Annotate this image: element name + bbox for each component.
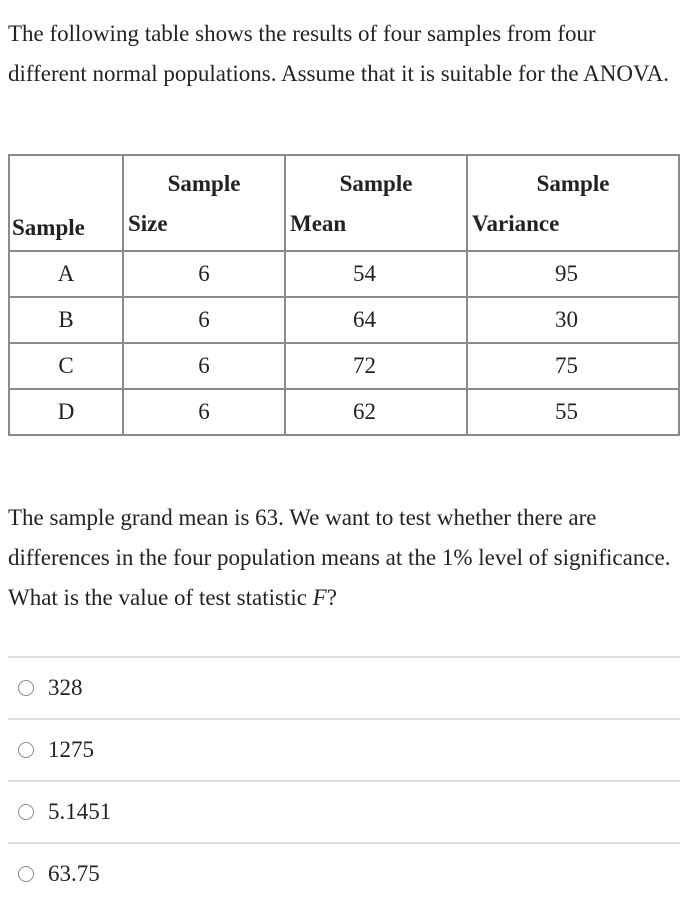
table-row	[9, 389, 679, 435]
table-row	[9, 251, 679, 297]
answer-choice-label: 328	[48, 675, 83, 700]
cell-size: 6	[123, 251, 285, 297]
cell-sample: C	[9, 343, 123, 389]
cell-variance: 75	[467, 343, 679, 389]
cell-sample: A	[9, 251, 123, 297]
table-row	[9, 343, 679, 389]
header-variance-line1: Sample	[536, 171, 610, 196]
table-header-row	[9, 155, 679, 251]
cell-variance: 95	[467, 251, 679, 297]
answer-choice[interactable]	[8, 842, 680, 904]
cell-variance: 30	[467, 297, 679, 343]
header-sample-size	[123, 155, 285, 251]
cell-size: 6	[123, 297, 285, 343]
answer-choice-label: 5.1451	[48, 799, 112, 824]
header-mean-line1: Sample	[339, 171, 413, 196]
question-text	[8, 498, 684, 618]
header-size-line1: Sample	[167, 171, 241, 196]
answer-choice[interactable]	[8, 656, 680, 718]
cell-mean: 72	[285, 343, 467, 389]
cell-sample: B	[9, 297, 123, 343]
radio-button[interactable]	[18, 866, 34, 882]
question-variable: F	[312, 585, 327, 610]
cell-size: 6	[123, 389, 285, 435]
header-sample-mean	[285, 155, 467, 251]
cell-size: 6	[123, 343, 285, 389]
cell-mean: 62	[285, 389, 467, 435]
question-suffix: ?	[326, 585, 337, 610]
cell-mean: 54	[285, 251, 467, 297]
header-mean-line2: Mean	[290, 211, 347, 236]
header-size-line2: Size	[128, 211, 168, 236]
cell-mean: 64	[285, 297, 467, 343]
answer-choice[interactable]	[8, 780, 680, 842]
header-sample-label: Sample	[12, 215, 85, 240]
answer-choice[interactable]	[8, 718, 680, 780]
answer-choice-label: 63.75	[48, 861, 100, 886]
table-row	[9, 297, 679, 343]
header-sample-variance	[467, 155, 679, 251]
sample-results-table	[8, 154, 680, 436]
intro-text: The following table shows the results of four samples from four different normal populations. Assume that it is suitable for the ANOVA.	[8, 21, 669, 86]
header-sample	[9, 155, 123, 251]
header-variance-line2: Variance	[472, 211, 560, 236]
cell-variance: 55	[467, 389, 679, 435]
answer-choices	[8, 656, 680, 904]
radio-button[interactable]	[18, 680, 34, 696]
radio-button[interactable]	[18, 804, 34, 820]
answer-choice-label: 1275	[48, 737, 94, 762]
question-body: The sample grand mean is 63. We want to test whether there are differences in the four population means at the 1% level of significance. What is the value of test statistic	[8, 505, 671, 610]
radio-button[interactable]	[18, 742, 34, 758]
cell-sample: D	[9, 389, 123, 435]
